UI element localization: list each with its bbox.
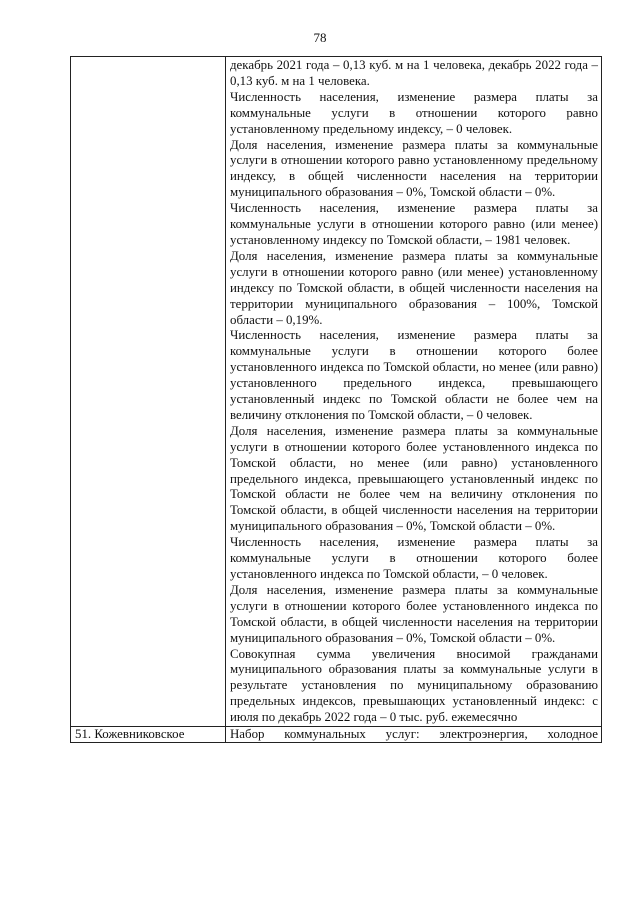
paragraph-total-increase: Совокупная сумма увеличения вносимой гражданами муниципального образования платы за коммунальные услуги в результате установления по муниципальному образованию предельных индексов, превышающих установленный индекс: с июля по декабрь 2022 года – 0 тыс. руб. ежемесячно [230,646,598,725]
indicators-cell [226,727,602,743]
indicators-cell [226,57,602,727]
paragraph-water-norm: декабрь 2021 года – 0,13 куб. м на 1 человека, декабрь 2022 года – 0,13 куб. м на 1 человека. [230,58,598,88]
municipality-name: 51. Кожевниковское [75,727,185,742]
paragraph-population-above-regional: Численность населения, изменение размера платы за коммунальные услуги в отношении которого более установленного индекса по Томской области, – 0 человек. [230,535,598,581]
paragraph-population-equal-limit: Численность населения, изменение размера платы за коммунальные услуги в отношении которого равно установленному предельному индексу, – 0 человек. [230,89,598,136]
paragraph-share-above-regional-within-deviation: Доля населения, изменение размера платы за коммунальные услуги в отношении которого более установленного индекса по Томской области, но менее (или равно) установленного предельного индекса, превышающего установленный индекс по Томской области не более чем на величину отклонения по Томской области, в общей численности населения на территории муниципального образования – 0%, Томской области – 0%. [230,423,598,534]
utilities-set-text: Набор коммунальных услуг: электроэнергия, холодное [230,727,598,742]
table-row [71,57,602,727]
paragraph-population-equal-or-less-regional: Численность населения, изменение размера платы за коммунальные услуги в отношении которого равно (или менее) установленному индексу по Томской области, – 1981 человек. [230,201,598,247]
paragraph-share-equal-limit: Доля населения, изменение размера платы за коммунальные услуги в отношении которого равно установленному предельному индексу, в общей численности населения на территории муниципального образования – 0%, Томской области – 0%. [230,137,598,200]
paragraph-share-above-regional: Доля населения, изменение размера платы за коммунальные услуги в отношении которого более установленного индекса по Томской области, в общей численности населения на территории муниципального образования – 0%, Томской области – 0%. [230,582,598,645]
municipality-table [70,56,602,743]
paragraph-share-equal-or-less-regional: Доля населения, изменение размера платы за коммунальные услуги в отношении которого равно (или менее) установленному индексу по Томской области, в общей численности населения на территории муниципального образования – 100%, Томской области – 0,19%. [230,248,598,327]
municipality-cell [71,57,226,727]
municipality-cell [71,727,226,743]
table-row [71,727,602,743]
paragraph-population-above-regional-within-deviation: Численность населения, изменение размера платы за коммунальные услуги в отношении которого более установленного индекса по Томской области, но менее (или равно) установленного предельного индекса, превышающего установленный индекс по Томской области не более чем на величину отклонения по Томской области, – 0 человек. [230,328,598,422]
page-number: 78 [313,30,327,45]
